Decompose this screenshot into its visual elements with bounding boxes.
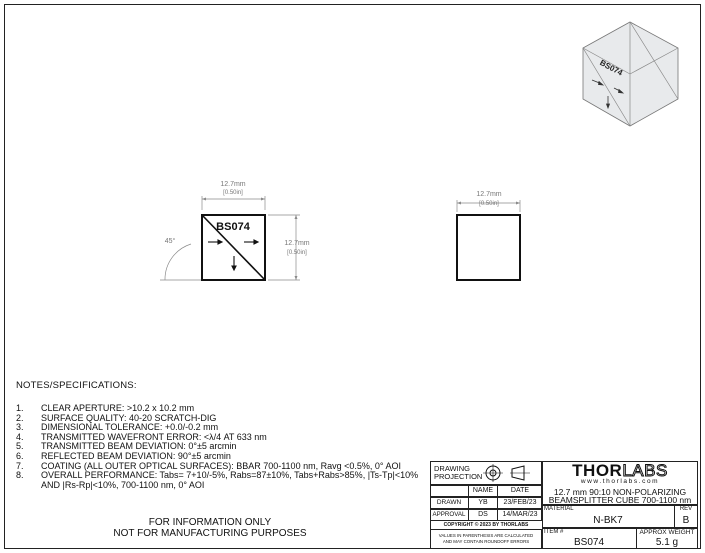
front-height-dim-in: [0.50in]	[287, 250, 307, 256]
note-item: 4. TRANSMITTED WAVEFRONT ERROR: <λ/4 AT 633 nm	[16, 431, 267, 442]
notes-title: NOTES/SPECIFICATIONS:	[16, 380, 137, 391]
item-label: ITEM #	[544, 529, 564, 535]
weight-label: APPROX WEIGHT	[639, 529, 695, 536]
rev-label: REV	[679, 506, 693, 512]
front-height-dim: 12.7mm	[284, 240, 310, 247]
note-item: 3. DIMENSIONAL TOLERANCE: +0.0/-0.2 mm	[16, 422, 219, 433]
description-line-2: BEAMSPLITTER CUBE 700-1100 nm	[548, 495, 692, 505]
material-label: MATERIAL	[544, 506, 574, 512]
rev-value: B	[682, 515, 690, 526]
disclaimer-line-1: FOR INFORMATION ONLY	[148, 517, 272, 528]
cube-side-outline	[457, 215, 520, 280]
name-header: NAME	[472, 487, 494, 494]
disclaimer	[90, 517, 330, 539]
values-note-line-1: VALUES IN PARENTHESIS ARE CALCULATED	[438, 533, 534, 538]
description-line-1: 12.7 mm 90:10 NON-POLARIZING	[553, 487, 687, 497]
website: www.thorlabs.com	[580, 478, 660, 485]
item-value: BS074	[573, 537, 605, 548]
front-part-label: BS074	[216, 221, 250, 233]
iso-part-label: BS074	[598, 58, 625, 78]
side-width-dim-in: [0.50in]	[479, 201, 499, 207]
title-block	[430, 461, 698, 549]
notes-list	[16, 404, 436, 490]
approval-date: 14/MAR/23	[502, 511, 538, 518]
front-width-dim: 12.7mm	[220, 181, 246, 188]
note-item: 1. CLEAR APERTURE: >10.2 x 10.2 mm	[16, 403, 195, 413]
copyright: COPYRIGHT © 2023 BY THORLABS	[443, 522, 529, 528]
weight-value: 5.1 g	[655, 537, 679, 548]
drawing-projection-label: DRAWING PROJECTION	[434, 464, 483, 481]
front-view	[150, 178, 320, 288]
material-value: N-BK7	[593, 515, 623, 526]
angle-dim: 45°	[164, 238, 176, 245]
disclaimer-line-2: NOT FOR MANUFACTURING PURPOSES	[113, 528, 307, 539]
note-item: 2. SURFACE QUALITY: 40-20 SCRATCH-DIG	[16, 412, 217, 423]
side-view	[445, 180, 535, 285]
values-note-line-2: AND MAY CONTAIN ROUNDOFF ERRORS	[442, 539, 530, 544]
drawn-name: YB	[478, 499, 488, 506]
third-angle-projection-icon	[482, 464, 538, 482]
side-width-dim: 12.7mm	[476, 191, 502, 198]
isometric-view	[570, 18, 692, 130]
date-header: DATE	[510, 487, 530, 494]
approval-label: APPROVAL	[432, 511, 466, 518]
note-item: 6. REFLECTED BEAM DEVIATION: 90°±5 arcmin	[16, 450, 231, 461]
note-item: 5. TRANSMITTED BEAM DEVIATION: 0°±5 arcmin	[16, 441, 237, 452]
approval-name: DS	[478, 511, 488, 518]
front-width-dim-in: [0.50in]	[223, 190, 243, 196]
drawn-date: 23/FEB/23	[503, 499, 537, 506]
drawn-label: DRAWN	[436, 499, 462, 506]
note-item: 7. COATING (ALL OUTER OPTICAL SURFACES): BBAR 700-1100 nm, Ravg <0.5%, 0° AOI	[16, 460, 401, 471]
note-item: 8. OVERALL PERFORMANCE: Tabs= 7+10/-5%, Rabs=87±10%, Tabs+Rabs>85%, |Ts-Tp|<10% AND |Rs-Rp|<10%, 700-1100 nm, 0° AOI	[16, 470, 419, 490]
thorlabs-logo: THORLABS	[572, 461, 668, 480]
